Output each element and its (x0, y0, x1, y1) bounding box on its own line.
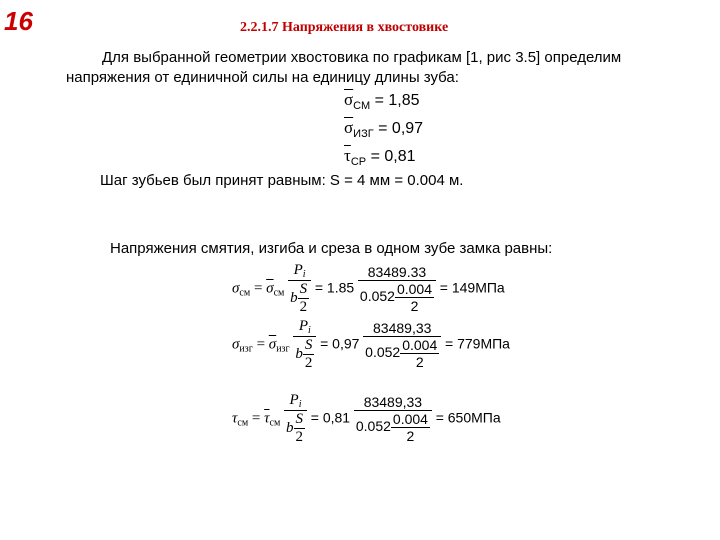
width-value: 0.052 (359, 288, 395, 305)
width-symbol: b (295, 345, 303, 362)
pitch-symbol: S (304, 337, 313, 353)
coef-sub: СР (350, 156, 367, 168)
width-value: 0.052 (355, 418, 391, 435)
pitch-symbol: S (299, 281, 308, 297)
eq-rhs-sub: см (273, 287, 285, 299)
eq-result: = 779МПа (445, 335, 510, 352)
eq-coefficient: = 1.85 (314, 279, 355, 296)
half-divisor: 2 (410, 298, 419, 314)
load-value: 83489,33 (363, 320, 441, 337)
force-fraction (288, 262, 311, 316)
force-index: i (302, 269, 306, 280)
half-divisor: 2 (295, 429, 304, 445)
eq-lhs: σ (232, 336, 240, 353)
numeric-fraction (358, 264, 436, 314)
pitch-symbol: S (295, 411, 304, 427)
eq-lhs-sub: изг (239, 343, 253, 355)
eq-lhs-sub: см (239, 287, 251, 299)
eq-lhs: τ (232, 410, 238, 427)
coef-value: = 0,81 (370, 148, 416, 165)
pitch-value: 0.004 (392, 411, 428, 427)
intro-paragraph (66, 48, 666, 88)
coef-value: = 0,97 (378, 120, 424, 137)
eq-rhs-sub: изг (276, 343, 290, 355)
coef-value: = 1,85 (374, 92, 420, 109)
coefficient-crush (344, 90, 420, 112)
intro-line-2: напряжения от единичной силы на единицу длины зуба: (66, 69, 459, 86)
intro-line-1: Для выбранной геометрии хвостовика по графикам [1, рис 3.5] определим (102, 49, 622, 66)
half-divisor: 2 (406, 428, 415, 444)
eq-lhs-sub: см (237, 417, 249, 429)
pitch-text: Шаг зубьев был принят равным: S = 4 мм = 0.004 м. (100, 172, 464, 189)
eq-coefficient: = 0,97 (320, 335, 360, 352)
slide-number: 16 (4, 6, 33, 36)
eq-result: = 650МПа (435, 409, 501, 426)
coef-symbol: $\overline{\tau}$ (344, 146, 351, 165)
equation-bend (232, 318, 510, 371)
eq-lhs: σ (232, 280, 240, 297)
load-value: 83489.33 (358, 264, 436, 281)
half-divisor: 2 (299, 299, 308, 315)
eq-rhs-symbol: $\overline{\tau}$ (264, 410, 270, 427)
width-symbol: b (286, 419, 294, 436)
coefficient-bend (344, 118, 423, 140)
section-heading: 2.2.1.7 Напряжения в хвостовике (240, 20, 449, 35)
coef-symbol: $\overline{\sigma}$ (344, 118, 354, 137)
half-divisor: 2 (304, 355, 313, 371)
coef-sub: СМ (353, 100, 371, 112)
pitch-value: 0.004 (396, 281, 433, 297)
force-symbol: P (289, 392, 299, 408)
eq-rhs-symbol: $\overline{\sigma}$ (266, 280, 274, 297)
eq-sign: = (251, 410, 261, 427)
coefficient-shear (344, 146, 416, 168)
coef-symbol: $\overline{\sigma}$ (344, 90, 354, 109)
width-value: 0.052 (365, 344, 401, 361)
width-symbol: b (290, 289, 298, 306)
equation-shear (232, 392, 501, 445)
force-fraction (293, 318, 316, 372)
eq-coefficient: = 0,81 (310, 409, 351, 426)
stress-intro: Напряжения смятия, изгиба и среза в одном зубе замка равны: (110, 240, 553, 257)
force-index: i (308, 325, 311, 336)
force-symbol: P (293, 262, 303, 278)
numeric-fraction (363, 320, 441, 370)
half-divisor: 2 (415, 354, 424, 370)
eq-sign: = (253, 280, 263, 297)
eq-result: = 149МПа (439, 279, 505, 296)
eq-rhs-symbol: $\overline{\sigma}$ (268, 336, 277, 353)
eq-rhs-sub: см (269, 417, 281, 429)
force-fraction (284, 392, 307, 446)
coef-sub: ИЗГ (353, 128, 374, 140)
equation-crush (232, 262, 505, 315)
numeric-fraction (354, 394, 432, 444)
force-index: i (298, 399, 302, 410)
pitch-value: 0.004 (402, 337, 438, 353)
eq-sign: = (256, 336, 266, 353)
force-symbol: P (298, 318, 309, 334)
load-value: 83489,33 (354, 394, 432, 411)
